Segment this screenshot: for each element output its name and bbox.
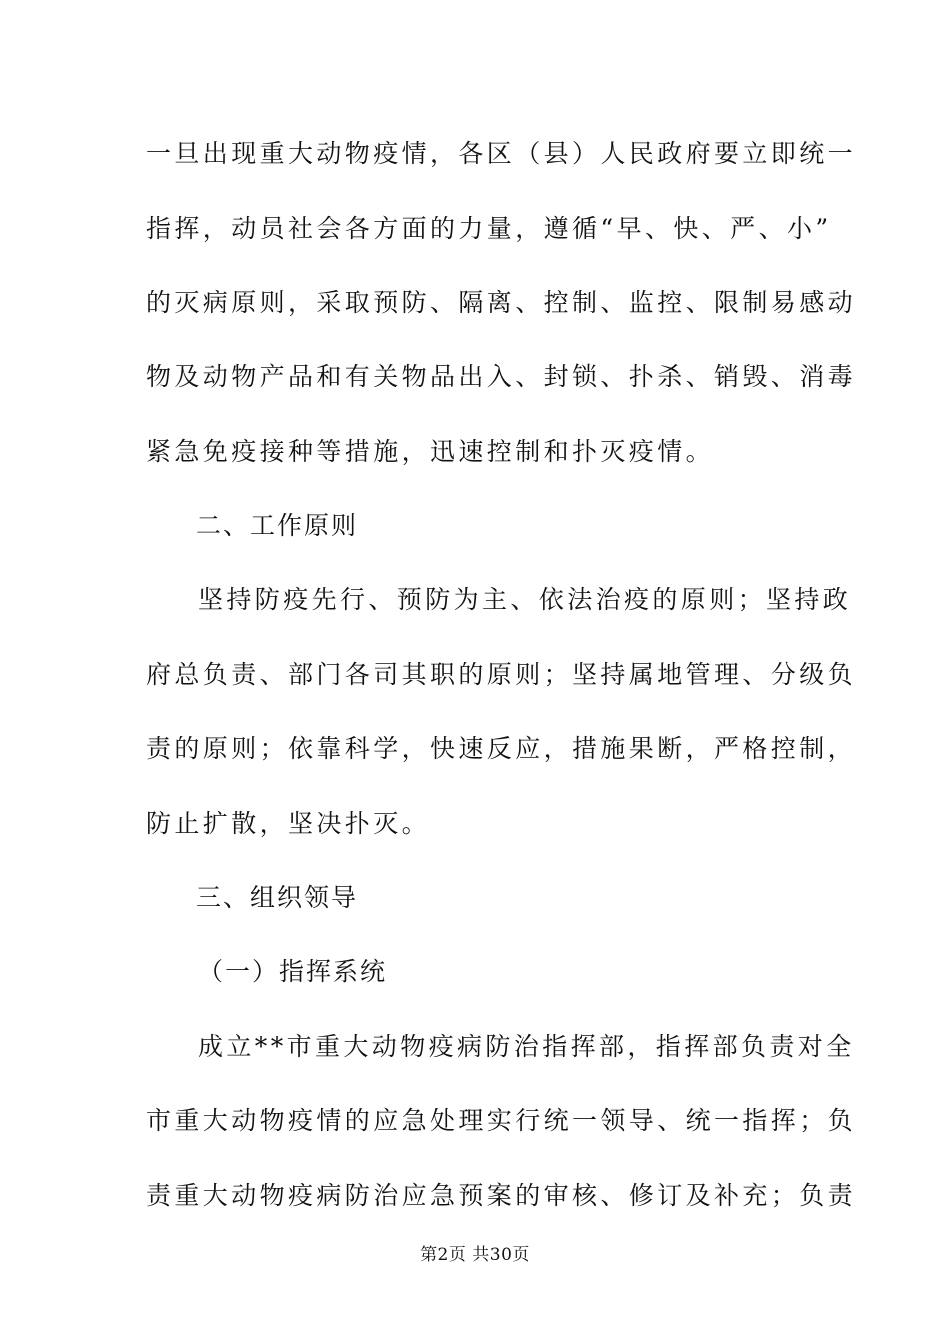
page-number-footer: 第2页 共30页 xyxy=(420,1245,530,1265)
section-heading-organization: 三、组织领导 xyxy=(196,883,359,912)
paragraph-3-line-2: 市重大动物疫情的应急处理实行统一领导、统一指挥；负 xyxy=(146,1106,857,1135)
subsection-heading-command-system: （一）指挥系统 xyxy=(198,957,388,986)
paragraph-1-line-4: 物及动物产品和有关物品出入、封锁、扑杀、销毁、消毒 xyxy=(146,362,857,391)
paragraph-2-line-1: 坚持防疫先行、预防为主、依法治疫的原则；坚持政 xyxy=(198,585,852,614)
paragraph-1-line-1: 一旦出现重大动物疫情，各区（县）人民政府要立即统一 xyxy=(146,139,857,168)
section-heading-work-principles: 二、工作原则 xyxy=(196,511,359,540)
paragraph-2-line-4: 防止扩散，坚决扑灭。 xyxy=(146,809,431,838)
paragraph-1-line-5: 紧急免疫接种等措施，迅速控制和扑灭疫情。 xyxy=(146,437,715,466)
paragraph-1-line-2: 指挥，动员社会各方面的力量，遵循“早、快、严、小” xyxy=(146,214,832,243)
paragraph-3-line-3: 责重大动物疫病防治应急预案的审核、修订及补充；负责 xyxy=(146,1181,857,1210)
paragraph-2-line-3: 责的原则；依靠科学，快速反应，措施果断，严格控制， xyxy=(146,734,857,763)
paragraph-2-line-2: 府总负责、部门各司其职的原则；坚持属地管理、分级负 xyxy=(146,660,857,689)
paragraph-1-line-3: 的灭病原则，采取预防、隔离、控制、监控、限制易感动 xyxy=(146,288,857,317)
paragraph-3-line-1: 成立**市重大动物疫病防治指挥部，指挥部负责对全 xyxy=(198,1032,855,1061)
